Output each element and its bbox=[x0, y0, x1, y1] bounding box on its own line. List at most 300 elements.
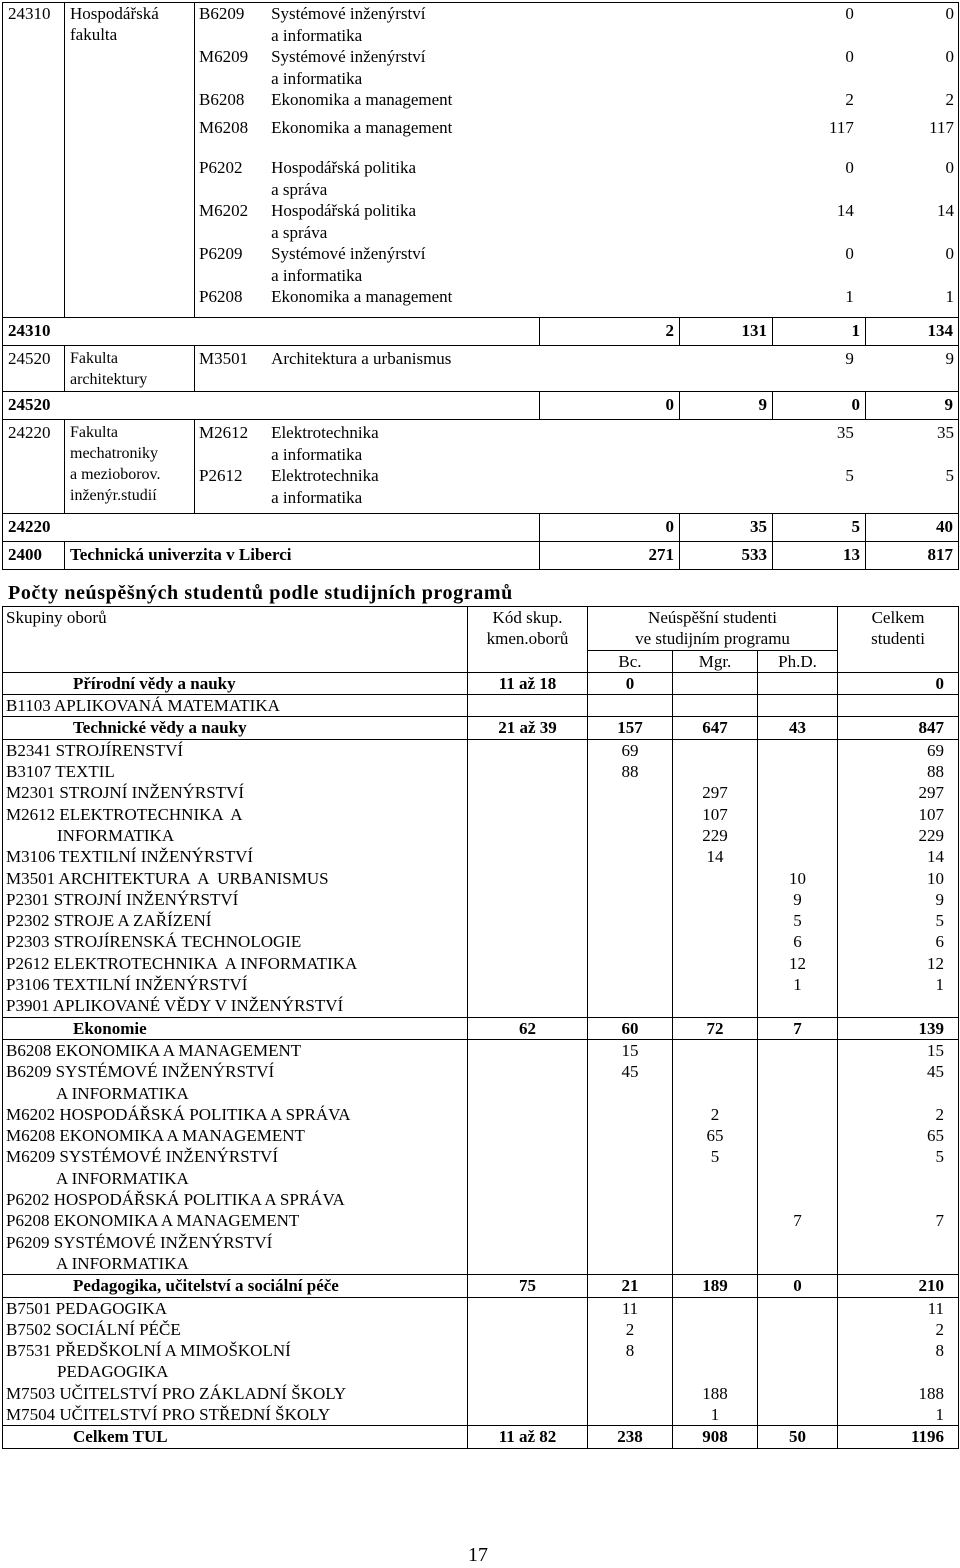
total-cell-column bbox=[838, 1039, 959, 1274]
code-cell bbox=[471, 1040, 584, 1061]
total-sum: 817 bbox=[866, 542, 959, 570]
code-cell bbox=[471, 974, 584, 995]
code-cell bbox=[471, 1361, 584, 1382]
total-cell: 2 bbox=[935, 1319, 945, 1339]
phd-cell bbox=[761, 804, 834, 825]
total-cell: 2 bbox=[935, 1104, 945, 1124]
total-cell: 188 bbox=[918, 1383, 945, 1403]
program-row bbox=[195, 46, 958, 89]
code-cell bbox=[471, 1125, 584, 1146]
mgr-cell: 297 bbox=[702, 783, 728, 803]
program-name: P3901 APLIKOVANÉ VĚDY V INŽENÝRSTVÍ bbox=[6, 996, 344, 1016]
code-cell bbox=[471, 889, 584, 910]
faculty-row-fm bbox=[3, 420, 959, 514]
mgr-cell: 2 bbox=[710, 1104, 720, 1124]
section-bc: 157 bbox=[588, 717, 673, 739]
code-cell bbox=[471, 931, 584, 952]
total-cell-column bbox=[838, 739, 959, 1017]
total-cell: 9 bbox=[935, 889, 945, 909]
code-cell bbox=[471, 1383, 584, 1404]
program-row bbox=[195, 465, 958, 508]
bc-cell bbox=[591, 1168, 669, 1189]
total-cell: 297 bbox=[918, 783, 945, 803]
code-cell bbox=[471, 1232, 584, 1253]
phd-cell bbox=[761, 1104, 834, 1125]
section-code: 21 až 39 bbox=[468, 717, 588, 739]
program-row bbox=[195, 200, 958, 243]
program-group bbox=[3, 1039, 959, 1274]
bc-cell bbox=[591, 1083, 669, 1104]
program-name-column bbox=[3, 739, 468, 1017]
mgr-cell: 1 bbox=[710, 1404, 720, 1424]
program-name: A INFORMATIKA bbox=[6, 1253, 189, 1273]
total-cell: 45 bbox=[927, 1062, 945, 1082]
faculty-name: Hospodářská fakulta bbox=[65, 3, 195, 318]
program-name: B3107 TEXTIL bbox=[6, 762, 115, 782]
bc-cell bbox=[591, 1189, 669, 1210]
phd-cell bbox=[761, 1383, 834, 1404]
total-cell bbox=[841, 1168, 944, 1189]
section-name: Přírodní vědy a nauky bbox=[3, 672, 468, 694]
program-name: M6208 EKONOMIKA A MANAGEMENT bbox=[6, 1126, 305, 1146]
section-total: 847 bbox=[838, 717, 959, 739]
phd-cell-column bbox=[758, 1039, 838, 1274]
program-name: INFORMATIKA bbox=[6, 825, 175, 845]
total-cell: 7 bbox=[935, 1211, 945, 1231]
phd-cell: 10 bbox=[789, 868, 806, 888]
program-name: P2301 STROJNÍ INŽENÝRSTVÍ bbox=[6, 889, 239, 909]
program-name: Elektrotechnika a informatika bbox=[271, 423, 379, 464]
header-bc: Bc. bbox=[588, 650, 673, 672]
mgr-cell bbox=[676, 931, 754, 952]
phd-cell bbox=[761, 1040, 834, 1061]
code-cell bbox=[471, 846, 584, 867]
program-code: M6202 bbox=[199, 201, 249, 220]
program-row bbox=[195, 286, 958, 314]
phd-cell bbox=[761, 1298, 834, 1319]
header-groups: Skupiny oborů bbox=[3, 607, 468, 673]
bc-cell bbox=[591, 782, 669, 803]
faculty-name: Fakulta mechatroniky a mezioborov. inženýr.studií bbox=[65, 420, 195, 514]
program-name: PEDAGOGIKA bbox=[6, 1362, 169, 1382]
program-spacer bbox=[608, 117, 733, 145]
program-name: Systémové inženýrství a informatika bbox=[271, 4, 426, 45]
total-phd: 1 bbox=[773, 318, 866, 346]
bc-cell-column bbox=[588, 1297, 673, 1426]
page-number: 17 bbox=[468, 1544, 488, 1566]
bc-cell bbox=[591, 1146, 669, 1167]
bc-cell bbox=[591, 868, 669, 889]
faculty-total-row bbox=[3, 514, 959, 542]
phd-cell bbox=[761, 1083, 834, 1104]
program-list bbox=[195, 422, 958, 508]
program-spacer bbox=[608, 3, 733, 46]
faculty-programs bbox=[195, 3, 959, 318]
program-list bbox=[195, 3, 958, 314]
faculty-total-code: 24220 bbox=[3, 514, 540, 542]
total-cell bbox=[841, 1253, 944, 1274]
bc-cell bbox=[591, 825, 669, 846]
phd-cell bbox=[761, 1340, 834, 1361]
program-group bbox=[3, 1297, 959, 1426]
mgr-cell bbox=[676, 953, 754, 974]
program-spacer bbox=[608, 286, 733, 314]
program-value: 2 bbox=[845, 90, 854, 109]
program-name: B2341 STROJÍRENSTVÍ bbox=[6, 740, 184, 760]
program-name: P6209 SYSTÉMOVÉ INŽENÝRSTVÍ bbox=[6, 1232, 273, 1252]
program-name: Ekonomika a management bbox=[271, 287, 453, 306]
phd-cell bbox=[761, 1361, 834, 1382]
program-total: 0 bbox=[945, 47, 954, 66]
total-cell: 69 bbox=[927, 740, 945, 760]
program-code: B6208 bbox=[199, 90, 245, 109]
program-spacer bbox=[608, 243, 733, 286]
mgr-cell bbox=[676, 1253, 754, 1274]
program-name: B1103 APLIKOVANÁ MATEMATIKA bbox=[3, 695, 468, 717]
faculty-row-fa bbox=[3, 346, 959, 392]
mgr-cell bbox=[676, 1340, 754, 1361]
section-bc: 60 bbox=[588, 1017, 673, 1039]
section-name: Pedagogika, učitelství a sociální péče bbox=[3, 1275, 468, 1297]
bc-cell bbox=[591, 1361, 669, 1382]
mgr-cell bbox=[676, 889, 754, 910]
program-row bbox=[195, 157, 958, 200]
code-cell bbox=[471, 1340, 584, 1361]
program-name: M2301 STROJNÍ INŽENÝRSTVÍ bbox=[6, 783, 244, 803]
mgr-cell-column bbox=[673, 1297, 758, 1426]
grand-total-sum: 1196 bbox=[838, 1426, 959, 1448]
total-cell bbox=[841, 1361, 944, 1382]
faculty-programs bbox=[195, 346, 959, 392]
bc-cell bbox=[591, 931, 669, 952]
code-cell bbox=[471, 1083, 584, 1104]
section-total: 210 bbox=[838, 1275, 959, 1297]
program-spacer bbox=[608, 89, 733, 117]
code-cell bbox=[471, 1146, 584, 1167]
program-value: 14 bbox=[836, 201, 854, 220]
total-bc: 0 bbox=[540, 392, 680, 420]
section-bc: 0 bbox=[588, 672, 673, 694]
program-name: Hospodářská politika a správa bbox=[271, 201, 417, 242]
faculty-table bbox=[2, 2, 959, 570]
mgr-cell bbox=[676, 740, 754, 761]
mgr-cell bbox=[676, 1040, 754, 1061]
program-total: 1 bbox=[945, 287, 954, 306]
header-total: Celkem studenti bbox=[838, 607, 959, 673]
phd-cell bbox=[761, 1189, 834, 1210]
mgr-cell: 229 bbox=[702, 825, 728, 845]
program-name: M3501 ARCHITEKTURA A URBANISMUS bbox=[6, 868, 329, 888]
mgr-cell-column bbox=[673, 1039, 758, 1274]
header-failed: Neúspěšní studenti ve studijním programu bbox=[588, 607, 838, 651]
bc-cell-column bbox=[588, 739, 673, 1017]
mgr-cell-column bbox=[673, 739, 758, 1017]
code-cell-column bbox=[468, 1297, 588, 1426]
bc-cell: 45 bbox=[621, 1062, 639, 1082]
phd-cell bbox=[761, 1404, 834, 1425]
program-name: B7502 SOCIÁLNÍ PÉČE bbox=[6, 1319, 181, 1339]
program-spacer bbox=[608, 157, 733, 200]
program-value: 0 bbox=[845, 158, 854, 177]
bc-cell bbox=[591, 995, 669, 1016]
bc-cell bbox=[591, 953, 669, 974]
total-cell bbox=[841, 1189, 944, 1210]
total-mgr: 9 bbox=[680, 392, 773, 420]
program-value: 35 bbox=[836, 423, 854, 442]
code-cell bbox=[471, 782, 584, 803]
grand-total-code: 11 až 82 bbox=[468, 1426, 588, 1448]
phd-cell bbox=[761, 1319, 834, 1340]
phd-cell: 9 bbox=[793, 889, 802, 909]
phd-cell bbox=[761, 1253, 834, 1274]
mgr-cell bbox=[676, 868, 754, 889]
section-bc: 21 bbox=[588, 1275, 673, 1297]
total-cell bbox=[841, 1232, 944, 1253]
program-spacer bbox=[608, 200, 733, 243]
university-name: Technická univerzita v Liberci bbox=[65, 542, 540, 570]
grand-total-bc: 238 bbox=[588, 1426, 673, 1448]
header-mgr: Mgr. bbox=[673, 650, 758, 672]
program-name: M6202 HOSPODÁŘSKÁ POLITIKA A SPRÁVA bbox=[6, 1104, 351, 1124]
phd-cell bbox=[761, 1232, 834, 1253]
section-name: Technické vědy a nauky bbox=[3, 717, 468, 739]
code-cell bbox=[471, 953, 584, 974]
total-sum: 134 bbox=[866, 318, 959, 346]
total-cell: 12 bbox=[927, 953, 945, 973]
code-cell bbox=[471, 1104, 584, 1125]
program-name: Ekonomika a management bbox=[271, 118, 453, 137]
program-code: P6209 bbox=[199, 244, 243, 263]
grand-total-row bbox=[3, 1426, 959, 1448]
total-cell: 5 bbox=[935, 911, 945, 931]
code-cell bbox=[471, 1298, 584, 1319]
program-value: 9 bbox=[845, 349, 854, 368]
faculty-programs bbox=[195, 420, 959, 514]
total-cell-column bbox=[838, 1297, 959, 1426]
faculty-code: 24310 bbox=[3, 3, 65, 318]
program-name: Architektura a urbanismus bbox=[271, 349, 452, 368]
bc-cell: 88 bbox=[621, 762, 639, 782]
phd-cell: 1 bbox=[793, 975, 802, 995]
phd-cell bbox=[761, 995, 834, 1016]
section-row bbox=[3, 672, 959, 694]
program-total: 0 bbox=[945, 158, 954, 177]
header-code: Kód skup. kmen.oborů bbox=[468, 607, 588, 673]
mgr-cell bbox=[676, 1319, 754, 1340]
bc-cell bbox=[591, 1383, 669, 1404]
code-cell bbox=[471, 995, 584, 1016]
phd-cell bbox=[761, 1125, 834, 1146]
total-bc: 2 bbox=[540, 318, 680, 346]
total-sum: 40 bbox=[866, 514, 959, 542]
program-name-column bbox=[3, 1297, 468, 1426]
section-mgr: 647 bbox=[673, 717, 758, 739]
bc-cell: 2 bbox=[625, 1319, 635, 1339]
program-name: Systémové inženýrství a informatika bbox=[271, 244, 426, 285]
program-value: 1 bbox=[845, 287, 854, 306]
program-code: M6209 bbox=[199, 47, 249, 66]
program-spacer bbox=[608, 46, 733, 89]
program-name: P3106 TEXTILNÍ INŽENÝRSTVÍ bbox=[6, 975, 248, 995]
program-code: P6208 bbox=[199, 287, 243, 306]
total-cell: 11 bbox=[927, 1298, 945, 1318]
mgr-cell: 14 bbox=[706, 847, 724, 867]
header-row bbox=[3, 607, 959, 651]
section-row bbox=[3, 1275, 959, 1297]
program-name: P2302 STROJE A ZAŘÍZENÍ bbox=[6, 911, 212, 931]
phd-cell bbox=[761, 825, 834, 846]
mgr-cell bbox=[676, 910, 754, 931]
phd-cell: 5 bbox=[793, 911, 802, 931]
bc-cell bbox=[591, 1253, 669, 1274]
program-row bbox=[195, 346, 958, 390]
code-cell bbox=[471, 1253, 584, 1274]
faculty-code: 24220 bbox=[3, 420, 65, 514]
total-cell: 88 bbox=[927, 762, 945, 782]
mgr-cell bbox=[676, 1210, 754, 1231]
code-cell bbox=[471, 740, 584, 761]
phd-cell bbox=[761, 1061, 834, 1082]
bc-cell bbox=[591, 1232, 669, 1253]
bc-cell bbox=[591, 846, 669, 867]
program-name: A INFORMATIKA bbox=[6, 1083, 189, 1103]
total-sum: 9 bbox=[866, 392, 959, 420]
mgr-cell: 188 bbox=[702, 1383, 728, 1403]
program-code: P2612 bbox=[199, 466, 243, 485]
code-cell bbox=[471, 868, 584, 889]
program-name: M3106 TEXTILNÍ INŽENÝRSTVÍ bbox=[6, 847, 254, 867]
program-name: M2612 ELEKTROTECHNIKA A bbox=[6, 804, 243, 824]
mgr-cell bbox=[676, 761, 754, 782]
program-row bbox=[195, 3, 958, 46]
section-row bbox=[3, 1017, 959, 1039]
program-total: 117 bbox=[929, 118, 954, 137]
mgr-cell: 5 bbox=[710, 1147, 720, 1167]
total-cell bbox=[841, 995, 944, 1016]
mgr-cell bbox=[676, 1083, 754, 1104]
total-cell: 6 bbox=[935, 932, 945, 952]
program-group bbox=[3, 695, 959, 717]
phd-cell bbox=[761, 1168, 834, 1189]
total-cell: 65 bbox=[927, 1126, 945, 1146]
program-name: P6202 HOSPODÁŘSKÁ POLITIKA A SPRÁVA bbox=[6, 1190, 345, 1210]
code-cell-column bbox=[468, 739, 588, 1017]
bc-cell bbox=[591, 889, 669, 910]
phd-cell bbox=[761, 782, 834, 803]
code-cell bbox=[471, 1210, 584, 1231]
program-value: 0 bbox=[845, 47, 854, 66]
program-name: B6208 EKONOMIKA A MANAGEMENT bbox=[6, 1040, 302, 1060]
phd-cell bbox=[761, 740, 834, 761]
mgr-cell: 107 bbox=[702, 804, 728, 824]
program-name: B6209 SYSTÉMOVÉ INŽENÝRSTVÍ bbox=[6, 1062, 275, 1082]
total-cell: 8 bbox=[935, 1341, 945, 1361]
section-heading: Počty neúspěšných studentů podle studijních programů bbox=[8, 582, 513, 604]
mgr-cell bbox=[676, 1168, 754, 1189]
program-name: M7504 UČITELSTVÍ PRO STŘEDNÍ ŠKOLY bbox=[6, 1404, 331, 1424]
faculty-total-row bbox=[3, 392, 959, 420]
bc-cell bbox=[591, 910, 669, 931]
program-code: P6202 bbox=[199, 158, 243, 177]
bc-cell: 69 bbox=[621, 740, 639, 760]
total-cell: 15 bbox=[927, 1040, 945, 1060]
mgr-cell bbox=[676, 995, 754, 1016]
bc-cell bbox=[591, 1210, 669, 1231]
program-value: 117 bbox=[828, 118, 854, 137]
program-row bbox=[195, 422, 958, 465]
section-total: 0 bbox=[838, 672, 959, 694]
grand-total-phd: 50 bbox=[758, 1426, 838, 1448]
program-name-column bbox=[3, 1039, 468, 1274]
bc-cell: 11 bbox=[621, 1298, 639, 1318]
total-bc: 271 bbox=[540, 542, 680, 570]
bc-cell bbox=[591, 974, 669, 995]
program-name: B7501 PEDAGOGIKA bbox=[6, 1298, 168, 1318]
total-cell: 107 bbox=[918, 804, 945, 824]
program-name: P6208 EKONOMIKA A MANAGEMENT bbox=[6, 1211, 300, 1231]
faculty-name: Fakulta architektury bbox=[65, 346, 195, 392]
program-value: 5 bbox=[845, 466, 854, 485]
phd-cell-column bbox=[758, 1297, 838, 1426]
program-name: Hospodářská politika a správa bbox=[271, 158, 417, 199]
program-list bbox=[195, 346, 958, 390]
phd-cell bbox=[761, 761, 834, 782]
program-name: M6209 SYSTÉMOVÉ INŽENÝRSTVÍ bbox=[6, 1147, 278, 1167]
program-name: B7531 PŘEDŠKOLNÍ A MIMOŠKOLNÍ bbox=[6, 1341, 291, 1361]
mgr-cell bbox=[676, 1298, 754, 1319]
phd-cell: 7 bbox=[793, 1211, 802, 1231]
program-value: 0 bbox=[845, 244, 854, 263]
program-total: 14 bbox=[936, 201, 954, 220]
mgr-cell bbox=[676, 974, 754, 995]
mgr-cell bbox=[676, 1189, 754, 1210]
bc-cell bbox=[591, 1125, 669, 1146]
university-code: 2400 bbox=[3, 542, 65, 570]
phd-cell bbox=[761, 1146, 834, 1167]
header-phd: Ph.D. bbox=[758, 650, 838, 672]
total-mgr: 35 bbox=[680, 514, 773, 542]
faculty-total-code: 24520 bbox=[3, 392, 540, 420]
total-cell: 10 bbox=[927, 868, 945, 888]
program-name: P2303 STROJÍRENSKÁ TECHNOLOGIE bbox=[6, 932, 302, 952]
mgr-cell bbox=[676, 1361, 754, 1382]
phd-cell-column bbox=[758, 739, 838, 1017]
phd-cell bbox=[761, 846, 834, 867]
total-mgr: 131 bbox=[680, 318, 773, 346]
bc-cell: 8 bbox=[625, 1341, 635, 1361]
section-code: 62 bbox=[468, 1017, 588, 1039]
code-cell bbox=[471, 910, 584, 931]
section-code: 11 až 18 bbox=[468, 672, 588, 694]
total-phd: 0 bbox=[773, 392, 866, 420]
program-group bbox=[3, 739, 959, 1017]
code-cell bbox=[471, 1168, 584, 1189]
mgr-cell: 65 bbox=[706, 1126, 724, 1146]
program-value: 0 bbox=[845, 4, 854, 23]
program-total: 9 bbox=[945, 349, 954, 368]
code-cell-column bbox=[468, 1039, 588, 1274]
program-total: 5 bbox=[945, 466, 954, 485]
program-total: 0 bbox=[945, 244, 954, 263]
total-cell: 1 bbox=[935, 975, 945, 995]
section-phd: 0 bbox=[758, 1275, 838, 1297]
section-name: Ekonomie bbox=[3, 1017, 468, 1039]
mgr-cell bbox=[676, 1232, 754, 1253]
program-total: 0 bbox=[945, 4, 954, 23]
program-name: A INFORMATIKA bbox=[6, 1168, 189, 1188]
faculty-total-row bbox=[3, 318, 959, 346]
faculty-total-code: 24310 bbox=[3, 318, 540, 346]
